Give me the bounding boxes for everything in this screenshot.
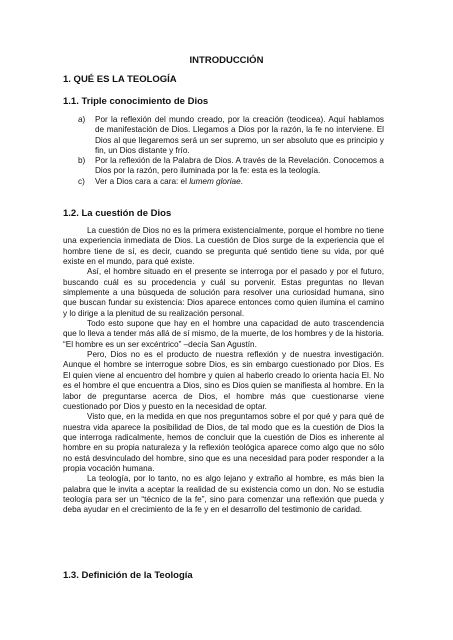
- section-body: [63, 226, 384, 516]
- document-title: INTRODUCCIÓN: [189, 55, 264, 66]
- list-marker: a): [78, 115, 86, 124]
- list-marker: c): [78, 176, 85, 186]
- paragraph: La cuestión de Dios no es la primera existencialmente, porque el hombre no tiene una experiencia inmediata de Dios. La cuestión de Dios surge de la experiencia que el hombre tiene de sí, es decir, cuando se pregunta qué sentido tiene su vida, por qué existe en el mundo, para qué existe.: [63, 226, 384, 267]
- list-item-text: Por la reflexión del mundo creado, por la creación (teodicea). Aquí hablamos de manifestación de Dios. Llegamos a Dios por la razón, la fe no interviene. El Dios al que llegaremos será un ser supremo, un ser absoluto que es principio y fin, un Dios distante y frío.: [95, 115, 384, 155]
- paragraph: La teología, por lo tanto, no es algo lejano y extraño al hombre, es más bien la palabra que le invita a aceptar la realidad de su existencia como un don. No se estudia teología para ser un “técnico de la fe”, sino para comenzar una reflexión que pueda y deba ayudar en el crecimiento de la fe y en el desarrollo del testimonio de caridad.: [63, 474, 384, 515]
- list-item: [78, 177, 384, 187]
- knowledge-list: [78, 115, 384, 187]
- list-marker: b): [78, 156, 86, 166]
- list-item-text: Ver a Dios cara a cara: el lumem gloriae.: [95, 176, 243, 186]
- section-heading-1-2: 1.2. La cuestión de Dios: [63, 208, 172, 219]
- paragraph: Así, el hombre situado en el presente se interroga por el pasado y por el futuro, buscando cuál es su procedencia y cuál su porvenir. Estas preguntas no llevan simplemente a una búsqueda de solución para resolver una curiosidad humana, sino que buscan fundar su existencia: Dios aparece entonces como quien ilumina el camino y lo dirige a la plenitud de su realización personal.: [63, 267, 384, 318]
- list-item: [78, 156, 384, 177]
- paragraph: Visto que, en la medida en que nos preguntamos sobre el por qué y para qué de nuestra vida aparece la posibilidad de Dios, de tal modo que es la cuestión de Dios la que interroga radicalmente, hemos de concluir que la cuestión de Dios es inherente al hombre en su propia naturaleza y la reflexión teológica aparece como algo que no sólo no está desvinculado del hombre, sino que es una necesidad para poder responder a la propia vocación humana.: [63, 412, 384, 473]
- section-heading-1-1: 1.1. Triple conocimiento de Dios: [63, 96, 209, 107]
- latin-term: lumem gloriae: [189, 176, 241, 186]
- list-item-text: Por la reflexión de la Palabra de Dios. A través de la Revelación. Conocemos a Dios por la razón, pero iluminada por la fe: esta es la teología.: [95, 156, 384, 176]
- paragraph: Todo esto supone que hay en el hombre una capacidad de auto trascendencia que lo lleva a tender más allá de sí mismo, de la muerte, de los hombres y de la historia. “El hombre es un ser excéntrico” –decía San Agustín.: [63, 319, 384, 349]
- section-heading-1-3: 1.3. Definición de la Teología: [63, 570, 193, 581]
- list-item: [78, 115, 384, 156]
- paragraph: Pero, Dios no es el producto de nuestra reflexión y de nuestra investigación. Aunque el hombre se interrogue sobre Dios, es sin embargo cuestionado por Dios. Es El quien viene al encuentro del hombre y quien al haberlo creado lo orienta hacia El. No es el hombre el que encuentra a Dios, sino es Dios quien se manifiesta al hombre. En la labor de preguntarse acerca de Dios, el hombre más que cuestionarse viene cuestionado por Dios y puesto en la necesidad de optar.: [63, 350, 384, 411]
- section-heading-1: 1. QUÉ ES LA TEOLOGÍA: [63, 74, 177, 85]
